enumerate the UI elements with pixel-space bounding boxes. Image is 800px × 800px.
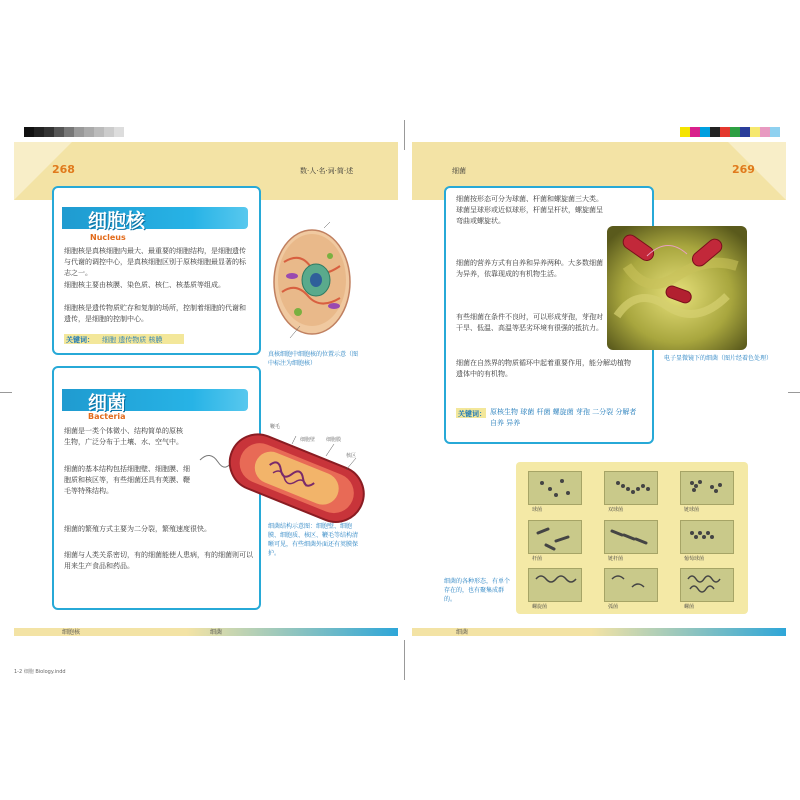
right-keyword-label: 关键词： bbox=[458, 410, 486, 418]
form-label: 螺菌 bbox=[684, 604, 695, 610]
bacteria-micrograph bbox=[607, 226, 747, 350]
page-number-right: 269 bbox=[732, 163, 755, 176]
form-label: 杆菌 bbox=[532, 556, 543, 562]
nucleus-subtitle: Nucleus bbox=[90, 233, 126, 242]
right-paragraph: 有些细菌在条件不良时，可以形成芽孢，芽孢对干旱、低温、高温等恶劣环境有很强的抵抗力。 bbox=[456, 313, 603, 332]
print-info: 1-2 细胞 Biology.indd bbox=[14, 669, 66, 675]
nucleus-keyword-value: 细胞 遗传物质 核膜 bbox=[102, 336, 163, 344]
footer-tag: 细胞核 bbox=[62, 629, 81, 636]
form-label: 弧菌 bbox=[608, 604, 619, 610]
bacteria-forms-drawing bbox=[528, 471, 734, 603]
nucleus-paragraph: 细胞核是遗传物质贮存和复制的场所，控制着细胞的代谢和遗传，是细胞的控制中心。 bbox=[64, 304, 246, 323]
form-label: 链球菌 bbox=[684, 507, 700, 513]
diagram-label: 鞭毛 bbox=[270, 424, 281, 430]
bacteria-paragraph: 细菌与人类关系密切，有的细菌能使人患病，有的细菌则可以用来生产食品和药品。 bbox=[64, 551, 253, 570]
form-label: 螺旋菌 bbox=[532, 604, 548, 610]
right-paragraph: 细菌在自然界的物质循环中起着重要作用，能分解动植物遗体中的有机物。 bbox=[456, 359, 631, 378]
right-paragraph: 细菌的营养方式有自养和异养两种。大多数细菌为异养，依靠现成的有机物生活。 bbox=[456, 259, 603, 278]
footer-tag: 细菌 bbox=[456, 629, 469, 636]
nucleus-paragraph: 细胞核主要由核膜、染色质、核仁、核基质等组成。 bbox=[64, 281, 225, 289]
nucleus-paragraph: 细胞核是真核细胞内最大、最重要的细胞结构，是细胞遗传与代谢的调控中心，是真核细胞区别于原核细胞最显著的标志之一。 bbox=[64, 247, 246, 277]
nucleus-figure-caption: 真核细胞中细胞核的位置示意（图中标注为细胞核） bbox=[268, 351, 359, 367]
bacteria-title: 细菌 bbox=[88, 392, 127, 414]
grayscale-bar bbox=[24, 127, 124, 137]
grid-caption: 细菌的各种形态，有单个存在的，也有聚集成群的。 bbox=[444, 578, 511, 603]
footer-tag: 细菌 bbox=[210, 629, 223, 636]
diagram-label: 细胞膜 bbox=[326, 437, 342, 443]
bacteria-paragraph: 细菌的基本结构包括细胞壁、细胞膜、细胞质和核区等，有些细菌还具有荚膜、鞭毛等特殊结构。 bbox=[64, 465, 190, 495]
color-bar bbox=[680, 127, 780, 137]
right-keyword-value: 原核生物 球菌 杆菌 螺旋菌 芽孢 二分裂 分解者 自养 异养 bbox=[490, 408, 637, 427]
bacteria-paragraph: 细菌的繁殖方式主要为二分裂，繁殖速度很快。 bbox=[64, 525, 211, 533]
bacteria-figure-caption: 细菌结构示意图：细胞壁、细胞膜、细胞质、核区、鞭毛等结构清晰可见，有些细菌外面还有荚膜保护。 bbox=[268, 523, 359, 557]
page-number-left: 268 bbox=[52, 163, 75, 176]
diagram-label: 细胞壁 bbox=[300, 437, 316, 443]
photo-caption: 电子显微镜下的细菌（图片经着色处理） bbox=[664, 355, 773, 362]
running-head-left: 数·人·名·词·简·述 bbox=[300, 167, 354, 175]
form-label: 葡萄球菌 bbox=[684, 556, 705, 562]
bacteria-subtitle: Bacteria bbox=[88, 412, 126, 421]
crop-mark bbox=[788, 392, 800, 393]
right-footer-band bbox=[412, 628, 786, 636]
diagram-label: 核区 bbox=[346, 453, 357, 459]
nucleus-title: 细胞核 bbox=[88, 210, 146, 232]
form-label: 双球菌 bbox=[608, 507, 624, 513]
cell-illustration bbox=[270, 222, 360, 342]
form-label: 球菌 bbox=[532, 507, 543, 513]
right-paragraph: 细菌按形态可分为球菌、杆菌和螺旋菌三大类。球菌呈球形或近似球形，杆菌呈杆状，螺旋菌呈弯曲或螺旋状。 bbox=[456, 195, 603, 225]
crop-mark bbox=[404, 120, 405, 150]
bacterium-illustration bbox=[196, 420, 376, 530]
form-label: 链杆菌 bbox=[608, 556, 624, 562]
nucleus-keyword-label: 关键词： bbox=[66, 336, 94, 344]
crop-mark bbox=[404, 640, 405, 680]
bacteria-paragraph: 细菌是一类个体微小、结构简单的原核生物，广泛分布于土壤、水、空气中。 bbox=[64, 427, 183, 446]
crop-mark bbox=[0, 392, 12, 393]
running-head-right: 细菌 bbox=[452, 167, 466, 175]
